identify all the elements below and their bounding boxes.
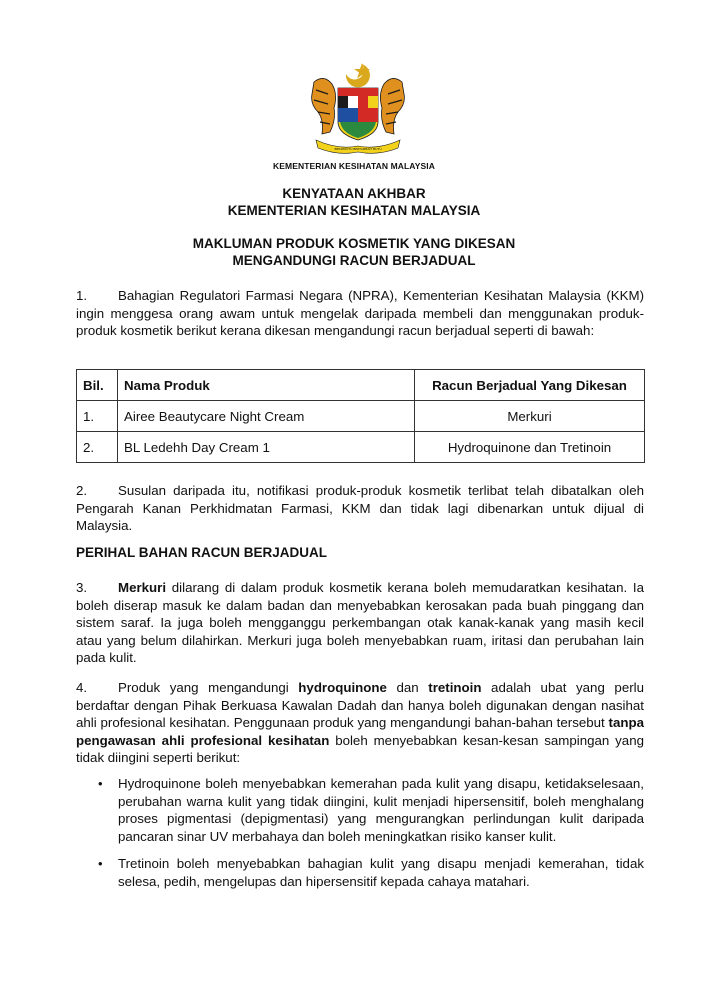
header-poison: Racun Berjadual Yang Dikesan: [415, 370, 645, 401]
row-poison: Merkuri: [415, 401, 645, 432]
paragraph-text: Bahagian Regulatori Farmasi Negara (NPRA), Kementerian Kesihatan Malaysia (KKM) ingin menggesa orang awam untuk mengelak daripada membeli dan menggunakan produk-produk kosmetik berikut kerana dikesan mengandungi racun berjadual seperti di bawah:: [76, 288, 644, 338]
list-item-text: Tretinoin boleh menyebabkan bahagian kulit yang disapu menjadi kemerahan, tidak selesa, pedih, mengelupas dan hipersensitif kepada cahaya matahari.: [118, 856, 644, 889]
products-table: [76, 369, 645, 463]
row-product: Airee Beautycare Night Cream: [118, 401, 415, 432]
paragraph-3: [76, 579, 644, 667]
paragraph-text: dan: [386, 680, 429, 695]
press-title-line1: KENYATAAN AKHBAR: [282, 186, 426, 201]
row-number: 2.: [77, 432, 118, 463]
paragraph-number: 1.: [76, 288, 88, 303]
list-item-text: Hydroquinone boleh menyebabkan kemerahan pada kulit yang disapu, ketidakselesaan, perubahan warna kulit yang tidak diingini, kulit menjadi hipersensitif, boleh menghalang proses pigmentasi (depigmentasi) yang mengurangkan perlindungan kulit daripada pancaran sinar UV merbahaya dan boleh meningkatkan risiko kanser kulit.: [118, 776, 644, 844]
bold-term-hydroquinone: hydroquinone: [298, 680, 387, 695]
bullet-icon: •: [98, 856, 103, 871]
paragraph-number: 2.: [76, 483, 88, 498]
table-row: [77, 401, 645, 432]
row-poison: Hydroquinone dan Tretinoin: [415, 432, 645, 463]
row-number: 1.: [77, 401, 118, 432]
bold-warning: tanpa pengawasan ahli profesional kesihatan: [76, 715, 644, 748]
subject-line2: MENGANDUNGI RACUN BERJADUAL: [232, 253, 476, 268]
header-bil: Bil.: [77, 370, 118, 401]
paragraph-text: adalah ubat yang perlu berdaftar dengan Pihak Berkuasa Kawalan Dadah dan hanya boleh digunakan dengan nasihat ahli profesional kesihatan. Penggunaan produk yang mengandungi bahan-bahan tersebut: [76, 680, 644, 730]
paragraph-text: Susulan daripada itu, notifikasi produk-produk kosmetik terlibat telah dibatalkan oleh Pengarah Kanan Perkhidmatan Farmasi, KKM dan tidak lagi dibenarkan untuk dijual di Malaysia.: [76, 483, 644, 533]
bold-term-tretinoin: tretinoin: [428, 680, 482, 695]
header-product-name: Nama Produk: [118, 370, 415, 401]
crest-motto: BERSEKUTU BERTAMBAH MUTU: [334, 147, 382, 151]
paragraph-1: [76, 287, 644, 340]
malaysia-coat-of-arms-logo: [298, 60, 418, 158]
list-item: [76, 775, 644, 845]
paragraph-number: 4.: [76, 680, 88, 695]
paragraph-text: boleh menyebabkan kesan-kesan sampingan yang tidak diingini seperti berikut:: [76, 732, 644, 765]
paragraph-4: [76, 679, 644, 767]
side-effects-list: [76, 775, 644, 900]
bullet-icon: •: [98, 776, 103, 791]
table-row: [77, 432, 645, 463]
ministry-label: KEMENTERIAN KESIHATAN MALAYSIA: [273, 161, 435, 171]
paragraph-text: dilarang di dalam produk kosmetik kerana boleh memudaratkan kesihatan. Ia boleh diserap masuk ke dalam badan dan menyebabkan kerosakan pada buah pinggang dan sistem saraf. Ia juga boleh mengganggu perkembangan otak kanak-kanak yang masih kecil atau yang belum dilahirkan. Merkuri juga boleh menyebabkan ruam, iritasi dan perubahan lain pada kulit.: [76, 580, 644, 665]
paragraph-text: Produk yang mengandungi: [118, 680, 299, 695]
row-product: BL Ledehh Day Cream 1: [118, 432, 415, 463]
press-title-line2: KEMENTERIAN KESIHATAN MALAYSIA: [227, 203, 481, 218]
paragraph-2: [76, 482, 644, 535]
paragraph-number: 3.: [76, 580, 88, 595]
section-title: PERIHAL BAHAN RACUN BERJADUAL: [76, 545, 328, 560]
subject-line1: MAKLUMAN PRODUK KOSMETIK YANG DIKESAN: [192, 236, 516, 251]
table-header-row: [77, 370, 645, 401]
list-item: [76, 855, 644, 890]
bold-term-mercury: Merkuri: [118, 580, 167, 595]
